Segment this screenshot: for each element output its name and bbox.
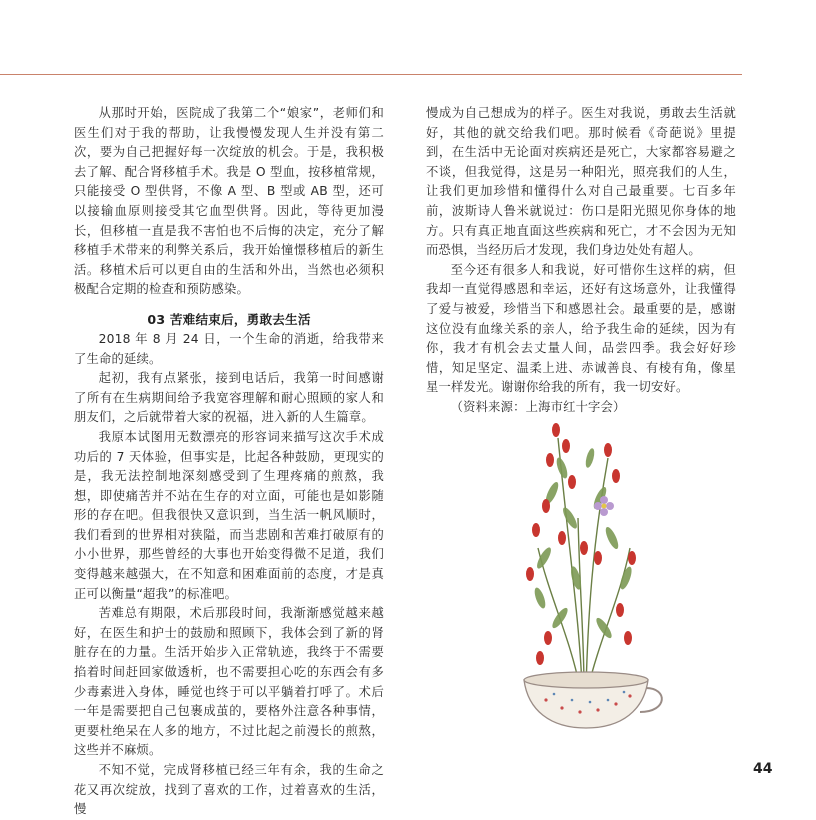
paragraph: 慢成为自己想成为的样子。医生对我说，勇敢去生活就好，其他的就交给我们吧。那时候看《奇葩说》里提到，在生活中无论面对疾病还是死亡，大家都容易避之不谈，但我觉得，这是另一种阳光，照亮我们的人生，让我们更加珍惜和懂得什么对自己最重要。七百多年前，波斯诗人鲁米就说过：伤口是阳光照见你身体的地方。只有真正地直面这些疾病和死亡，才不会因为无知而恐惧，当经历后才发现，我们身边处处有超人。 xyxy=(426,106,736,258)
paragraph: 从那时开始，医院成了我第二个“娘家”，老师们和医生们对于我的帮助，让我慢慢发现人生并没有第二次，要为自己把握好每一次绽放的机会。于是，我积极去了解、配合肾移植手术。我是 O 型血，按移植常规，只能接受 O 型供肾，不像 A 型、B 型或 AB 型，还可以接输血原则接受其它血型供肾。因此，等待更加漫长，但移植一直是我不害怕也不后悔的决定，充分了解移植手术带来的利弊关系后，我开始憧憬移植后的新生活。移植术后可以更自由的生活和外出，当然也必须积极配合定期的检查和预防感染。 xyxy=(74,106,384,297)
article-left-column xyxy=(74,104,384,820)
paragraph: 不知不觉，完成肾移植已经三年有余，我的生命之花又再次绽放，找到了喜欢的工作，过着喜欢的生活，慢 xyxy=(74,763,384,817)
paragraph: 起初，我有点紧张，接到电话后，我第一时间感谢了所有在生病期间给予我宽容理解和耐心照顾的家人和朋友们，之后就带着大家的祝福，进入新的人生篇章。 xyxy=(74,371,384,425)
page-number: 44 xyxy=(753,761,773,777)
paragraph: 我原本试图用无数漂亮的形容词来描写这次手术成功后的 7 天体验，但事实是，比起各种鼓励，更现实的是，我无法控制地深刻感受到了生理疼痛的煎熬，我想，即使痛苦并不站在生存的对立面，可能也是如影随形的存在吧。但我很快又意识到，当生活一帆风顺时，我们看到的世界相对狭隘，而当悲剧和苦难打破原有的小小世界，那些曾经的大事也开始变得微不足道，我们变得越来越强大，在不知意和困难面前的态度，才是真正可以衡量“超我”的标准吧。 xyxy=(74,429,384,601)
header-rule xyxy=(0,74,742,75)
paragraph: 2018 年 8 月 24 日，一个生命的消逝，给我带来了生命的延续。 xyxy=(74,331,384,366)
section-heading: 03 苦难结束后，勇敢去生活 xyxy=(147,311,311,327)
paragraph: 苦难总有期限，术后那段时间，我渐渐感觉越来越好，在医生和护士的鼓励和照顾下，我体会到了新的肾脏存在的力量。生活开始步入正常轨迹，我终于不需要掐着时间赶回家做透析，也不需要担心吃的东西会有多少毒素进入身体，睡觉也终于可以平躺着打呼了。术后一年是需要把自己包裹成茧的，要格外注意各种事情，更要杜绝呆在人多的地方，不过比起之前漫长的煎熬，这些并不麻烦。 xyxy=(74,606,384,758)
goji-berry-teacup-icon xyxy=(500,398,670,738)
paragraph: 至今还有很多人和我说，好可惜你生这样的病，但我却一直觉得感恩和幸运，还好有这场意外，让我懂得了爱与被爱，珍惜当下和感恩社会。最重要的是，感谢这位没有血缘关系的亲人，给予我生命的延续，因为有你，我才有机会去丈量人间，品尝四季。我会好好珍惜，知足坚定、温柔上进、赤诚善良、有棱有角，像星星一样发光。谢谢你给我的所有，我一切安好。 xyxy=(426,262,736,395)
source-credit: （资料来源：上海市红十字会） xyxy=(450,399,626,414)
goji-plant-illustration xyxy=(500,398,670,738)
article-right-column xyxy=(426,104,736,418)
